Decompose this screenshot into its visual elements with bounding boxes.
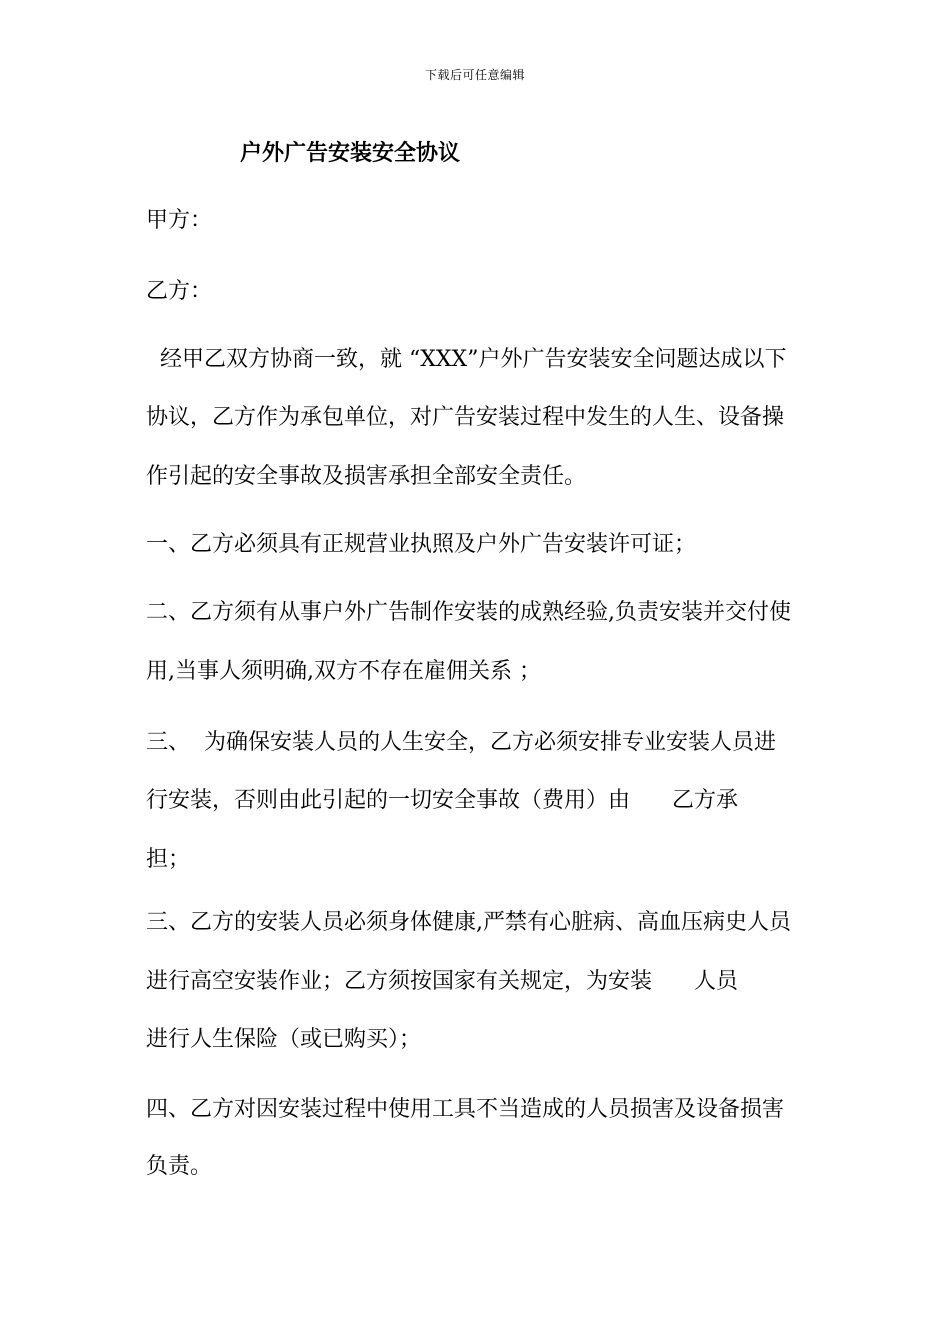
clause-2-line-2: 用,当事人须明确,双方不存在雇佣关系 ； <box>146 659 541 684</box>
clause-3a-line-3: 担； <box>146 847 191 872</box>
clause-4-line-2: 负责。 <box>146 1154 213 1179</box>
intro-line-3: 作引起的安全事故及损害承担全部安全责任。 <box>146 464 587 489</box>
party-a-line: 甲方： <box>146 208 213 233</box>
intro-line-1: 经甲乙双方协商一致，就 “XXX”户外广告安装安全问题达成以下 <box>146 347 787 372</box>
page-header: 下载后可任意编辑 <box>424 68 525 82</box>
intro-line-2: 协议，乙方作为承包单位，对广告安装过程中发生的人生、设备操 <box>146 405 785 430</box>
clause-3b-line-2: 进行高空安装作业；乙方须按国家有关规定，为安装 人员 <box>146 969 738 994</box>
clause-3b-line-1: 三、乙方的安装人员必须身体健康,严禁有心脏病、高血压病史人员 <box>146 910 791 935</box>
clause-4-line-1: 四、乙方对因安装过程中使用工具不当造成的人员损害及设备损害 <box>146 1097 785 1122</box>
document-title: 户外广告安装安全协议 <box>240 141 461 166</box>
clause-1: 一、乙方必须具有正规营业执照及户外广告安装许可证； <box>146 532 697 557</box>
clause-2-line-1: 二、乙方须有从事户外广告制作安装的成熟经验,负责安装并交付使 <box>146 600 791 625</box>
clause-3b-line-3: 进行人生保险（或已购买）； <box>146 1027 422 1052</box>
clause-3a-line-1: 三、 为确保安装人员的人生安全，乙方必须安排专业安装人员进 <box>146 730 776 755</box>
clause-3a-line-2: 行安装，否则由此引起的一切安全事故（费用）由 乙方承 <box>146 788 738 813</box>
party-b-line: 乙方： <box>146 279 213 304</box>
